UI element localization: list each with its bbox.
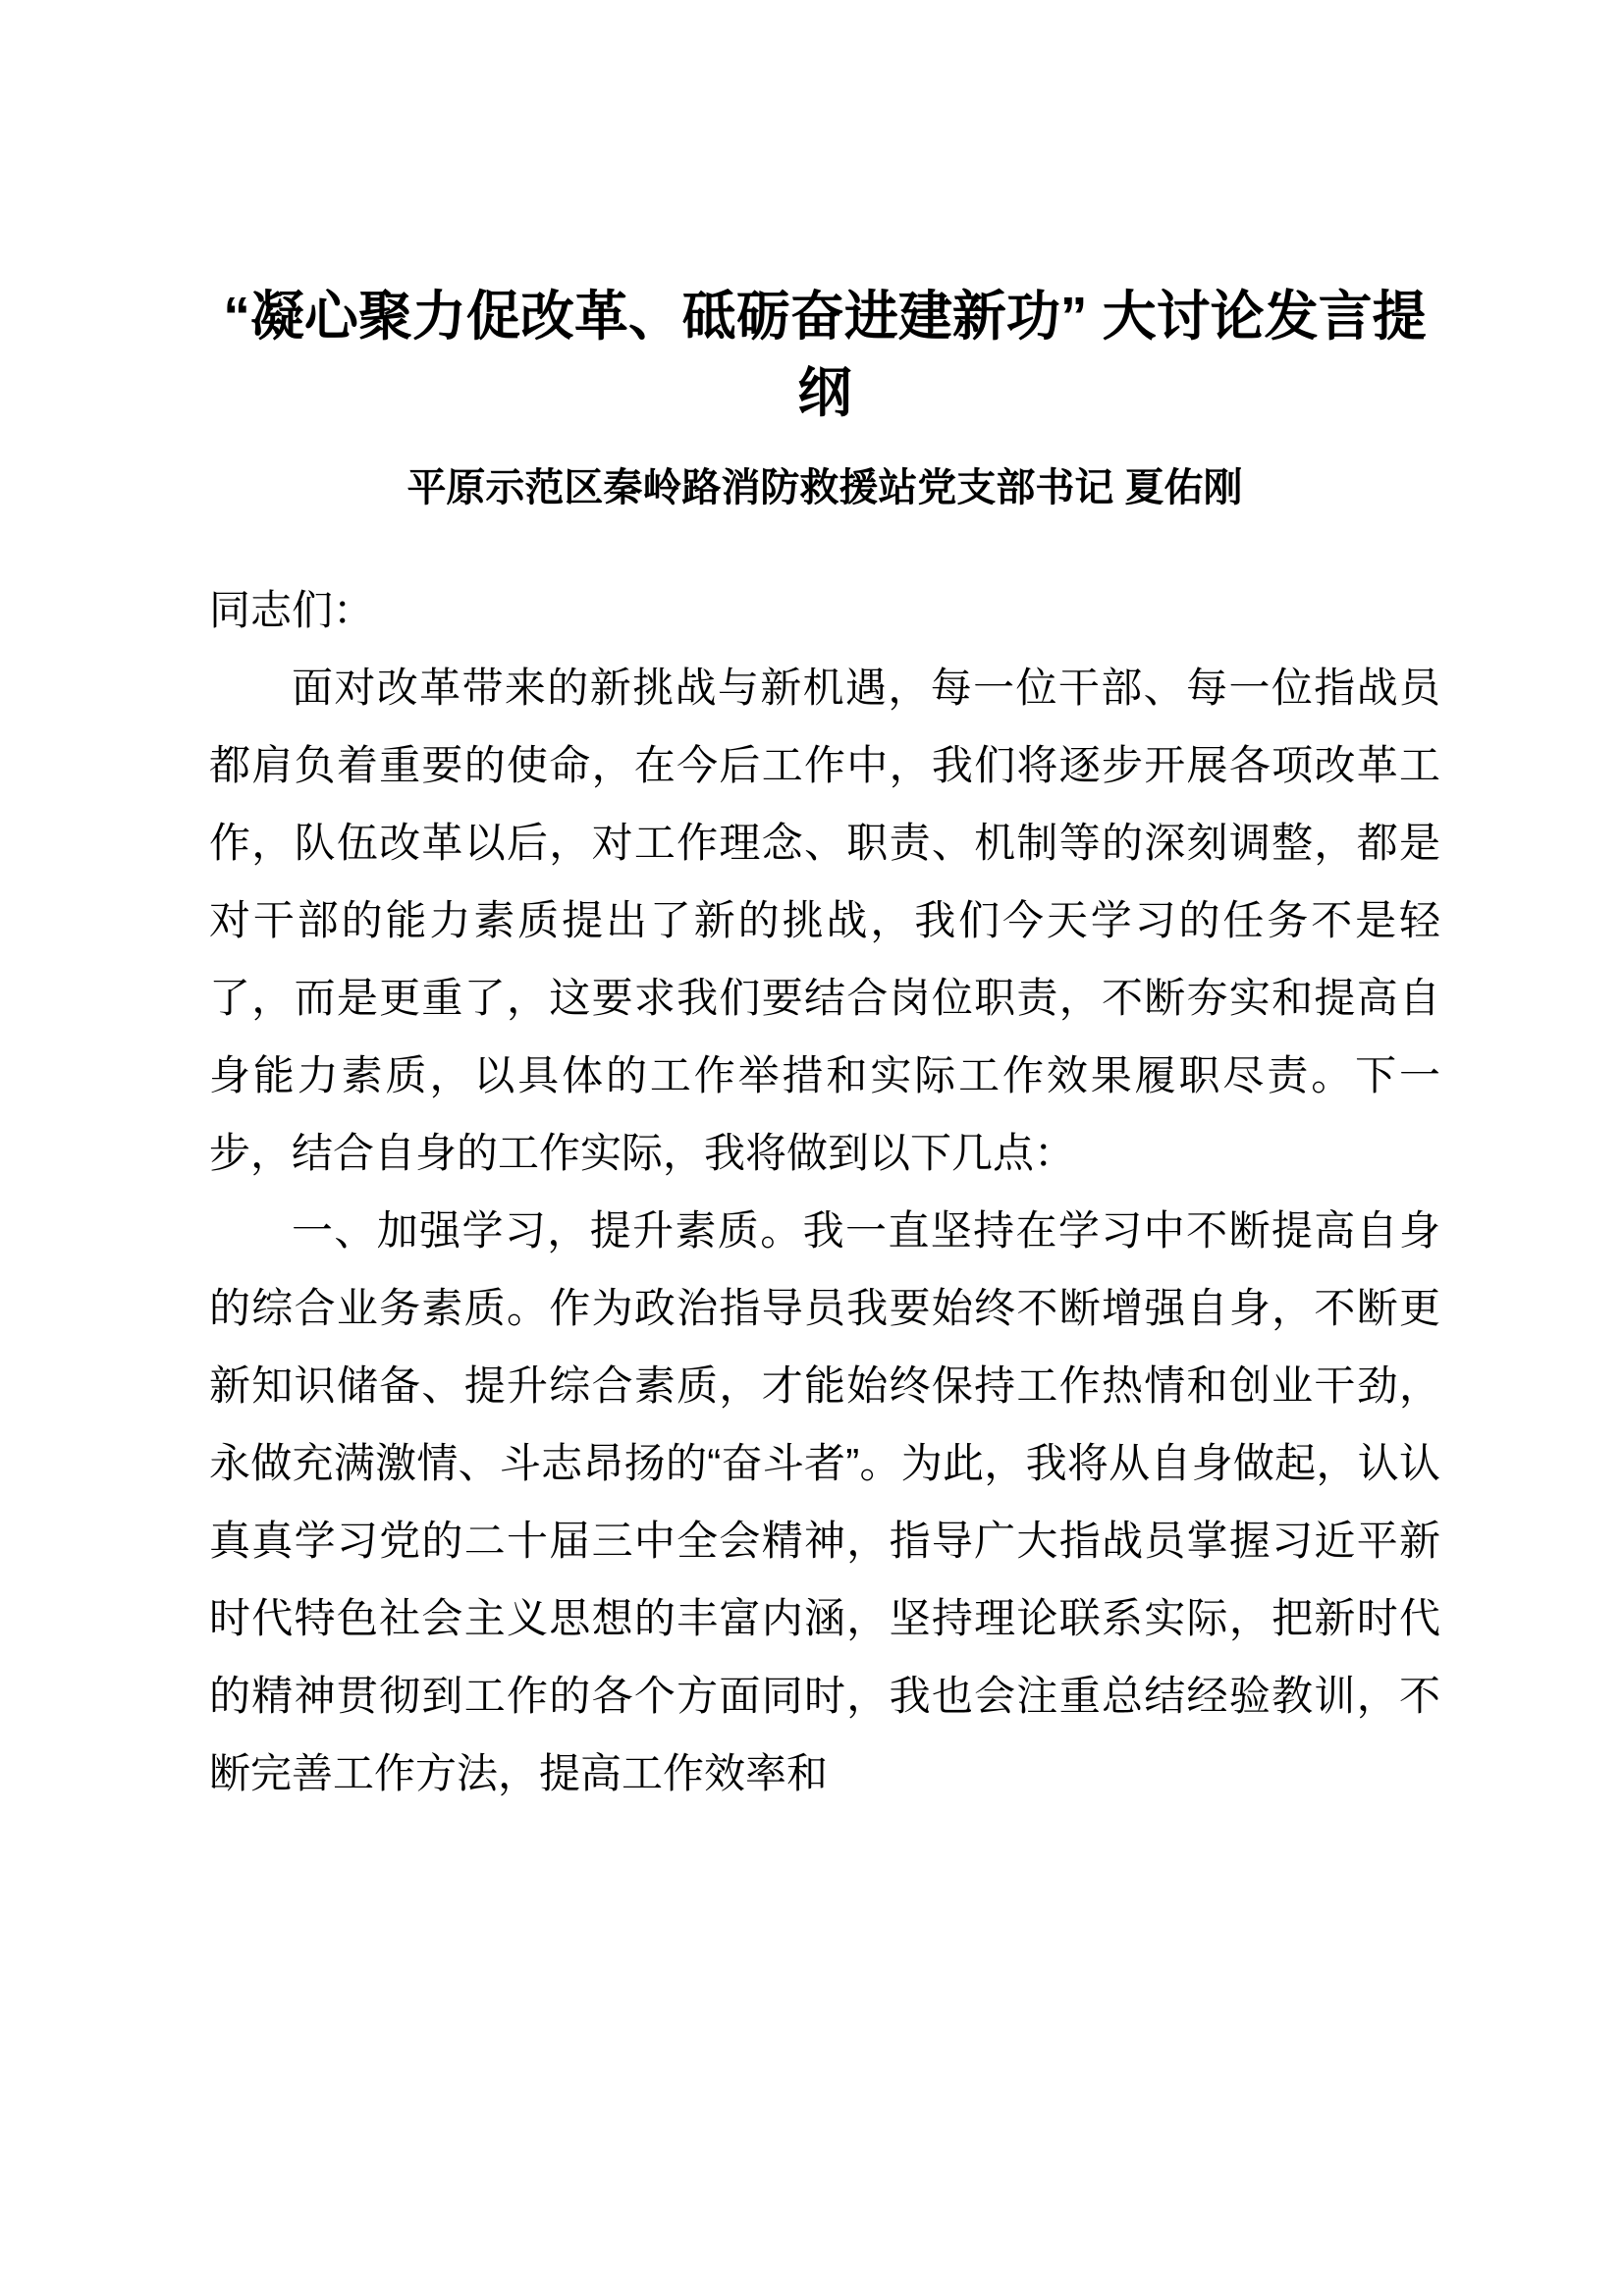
- body-paragraph: 一、加强学习，提升素质。我一直坚持在学习中不断提高自身的综合业务素质。作为政治指导员我要始终不断增强自身，不断更新知识储备、提升综合素质，才能始终保持工作热情和创业干劲，永做充满激情、斗志昂扬的“奋斗者”。为此，我将从自身做起，认认真真学习党的二十届三中全会精神，指导广大指战员掌握习近平新时代特色社会主义思想的丰富内涵，坚持理论联系实际，把新时代的精神贯彻到工作的各个方面同时，我也会注重总结经验教训，不断完善工作方法，提高工作效率和: [209, 1207, 1440, 1796]
- document-content: [209, 0, 1440, 1812]
- salutation: 同志们：: [209, 587, 375, 633]
- document-title: “凝心聚力促改革、砥砺奋进建新功” 大讨论发言提纲: [223, 286, 1427, 423]
- document-subtitle: 平原示范区秦岭路消防救援站党支部书记 夏佑刚: [406, 466, 1243, 509]
- body-paragraph: 面对改革带来的新挑战与新机遇，每一位干部、每一位指战员都肩负着重要的使命，在今后工作中，我们将逐步开展各项改革工作，队伍改革以后，对工作理念、职责、机制等的深刻调整，都是对干部的能力素质提出了新的挑战，我们今天学习的任务不是轻了，而是更重了，这要求我们要结合岗位职责，不断夯实和提高自身能力素质，以具体的工作举措和实际工作效果履职尽责。下一步，结合自身的工作实际，我将做到以下几点：: [209, 665, 1440, 1176]
- document-body: [209, 516, 1440, 1812]
